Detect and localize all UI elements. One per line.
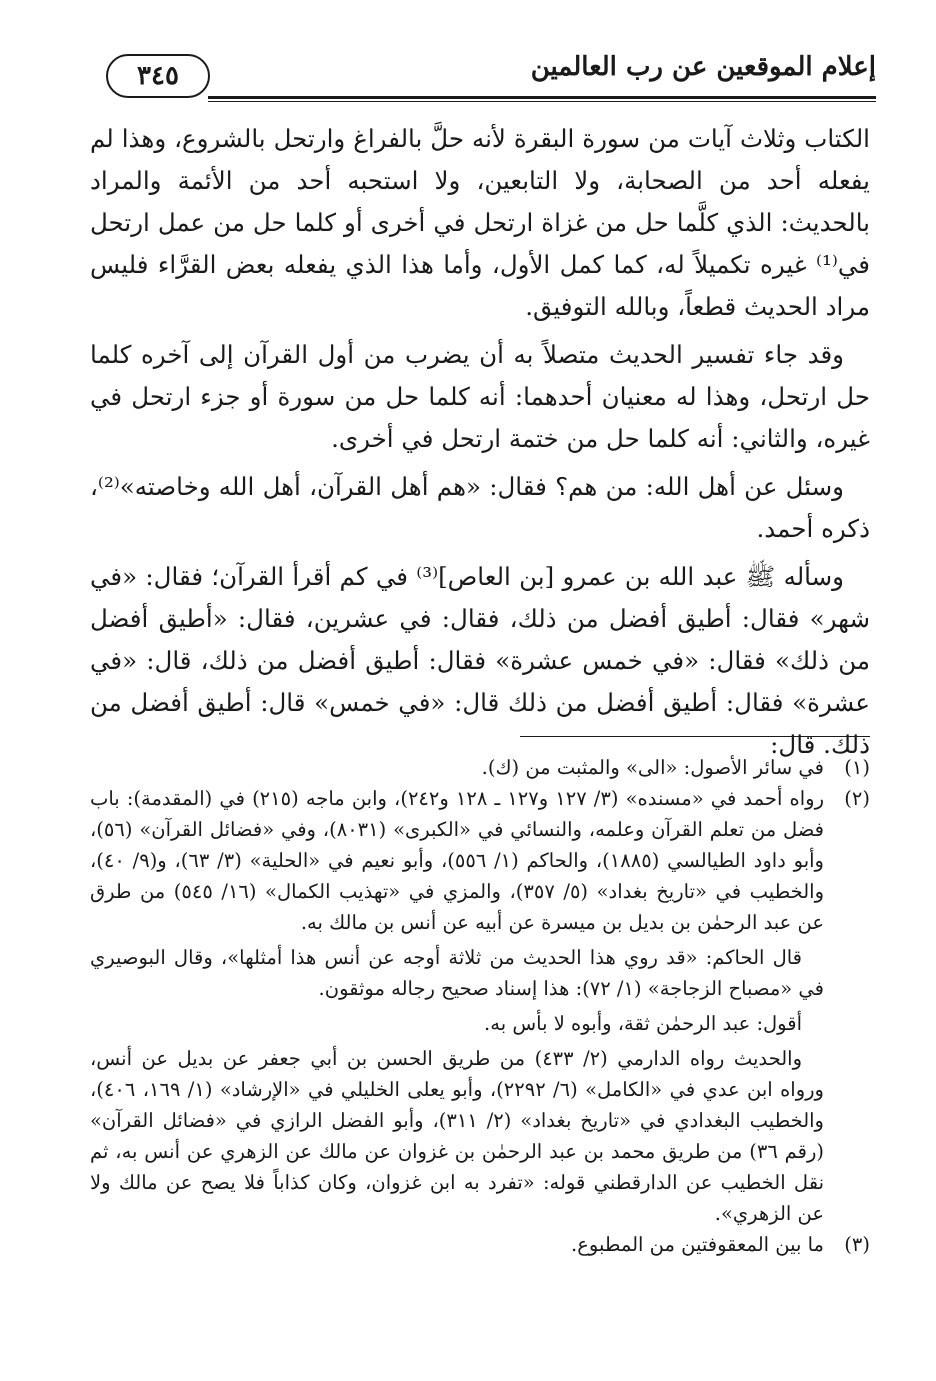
footnote-text: في سائر الأصول: «الى» والمثبت من (ك). bbox=[481, 756, 824, 779]
paragraph-4: وسأله ﷺ عبد الله بن عمرو [بن العاص]⁽³⁾ في كم أقرأ القرآن؛ فقال: «في شهر» فقال: أطيق أفضل من ذلك، فقال: في عشرين، فقال: «أطيق أفضل من ذلك» فقال: «في خمس عشرة» فقال: أطيق أفضل من ذلك، قال: «في عشرة» فقال: أطيق أفضل من ذلك قال: «في خمس» قال: أطيق أفضل من ذلك. قال: bbox=[90, 562, 870, 759]
running-header bbox=[88, 44, 876, 102]
page-number-badge bbox=[106, 54, 210, 98]
footnote-number: (١) bbox=[844, 756, 870, 779]
footnote-2-note-1: قال الحاكم: «قد روي هذا الحديث من ثلاثة أوجه عن أنس هذا أمثلها»، وقال البوصيري في «مصباح الزجاجة» (١/ ٧٢): هذا إسناد صحيح رجاله موثقون. bbox=[90, 946, 824, 1000]
footnote-2-note-3: والحديث رواه الدارمي (٢/ ٤٣٣) من طريق الحسن بن أبي جعفر عن بديل عن أنس، ورواه ابن عدي في «الكامل» (٦/ ٢٢٩٢)، وأبو يعلى الخليلي في «الإرشاد» (١/ ١٦٩، ٤٠٦)، والخطيب البغدادي في «تاريخ بغداد» (٢/ ٣١١)، وأبو الفضل الرازي في «فضائل القرآن» (رقم ٣٦) من طريق محمد بن عبد الرحمٰن بن غزوان عن مالك عن الزهري عن أنس به، ثم نقل الخطيب عن الدارقطني قوله: «تفرد به ابن غزوان، وكان كذاباً فلا يصح عن مالك ولا عن الزهري». bbox=[90, 1047, 824, 1225]
footnote-number: (٣) bbox=[844, 1233, 870, 1256]
header-rule-thin bbox=[208, 101, 876, 102]
footnote-3 bbox=[90, 1229, 870, 1260]
footnote-text: رواه أحمد في «مسنده» (٣/ ١٢٧ و١٢٧ ـ ١٢٨ و٢٤٢)، وابن ماجه (٢١٥) في (المقدمة): باب فضل من تعلم القرآن وعلمه، والنسائي في «الكبرى» (٨٠٣١)، وفي «فضائل القرآن» (٥٦)، وأبو داود الطيالسي (١٨٨٥)، والحاكم (١/ ٥٥٦)، وأبو نعيم في «الحلية» (٣/ ٦٣)، و(٩/ ٤٠)، والخطيب في «تاريخ بغداد» (٥/ ٣٥٧)، والمزي في «تهذيب الكمال» (١٦/ ٥٤٥) من طرق عن عبد الرحمٰن بن بديل بن ميسرة عن أبيه عن أنس بن مالك به. bbox=[90, 787, 825, 934]
footnotes bbox=[90, 752, 870, 1260]
footnote-separator bbox=[520, 736, 870, 737]
footnote-2 bbox=[90, 783, 870, 938]
paragraph-3: وسئل عن أهل الله: من هم؟ فقال: «هم أهل القرآن، أهل الله وخاصته»⁽²⁾، ذكره أحمد. bbox=[90, 472, 870, 543]
footnote-1 bbox=[90, 752, 870, 783]
paragraph-1: الكتاب وثلاث آيات من سورة البقرة لأنه حلَّ بالفراغ وارتحل بالشروع، وهذا لم يفعله أحد من الصحابة، ولا التابعين، ولا استحبه أحد من الأئمة والمراد بالحديث: الذي كلَّما حل من غزاة ارتحل في أخرى أو كلما حل من عمل ارتحل في⁽¹⁾ غيره تكميلاً له، كما كمل الأول، وأما هذا الذي يفعله بعض القرَّاء فليس مراد الحديث قطعاً، وبالله التوفيق. bbox=[90, 124, 870, 321]
footnote-text: ما بين المعقوفتين من المطبوع. bbox=[571, 1233, 824, 1256]
footnote-2-note-2: أقول: عبد الرحمٰن ثقة، وأبوه لا بأس به. bbox=[484, 1012, 802, 1035]
paragraph-2: وقد جاء تفسير الحديث متصلاً به أن يضرب من أول القرآن إلى آخره كلما حل ارتحل، وهذا له معنيان أحدهما: أنه كلما حل من سورة أو جزء ارتحل في غيره، والثاني: أنه كلما حل من ختمة ارتحل في أخرى. bbox=[90, 340, 870, 453]
page-number: ٣٤٥ bbox=[137, 61, 179, 91]
header-rule-thick bbox=[208, 96, 876, 99]
main-text bbox=[90, 118, 870, 772]
footnote-number: (٢) bbox=[844, 787, 870, 810]
book-title: إعلام الموقعين عن رب العالمين bbox=[530, 52, 876, 82]
